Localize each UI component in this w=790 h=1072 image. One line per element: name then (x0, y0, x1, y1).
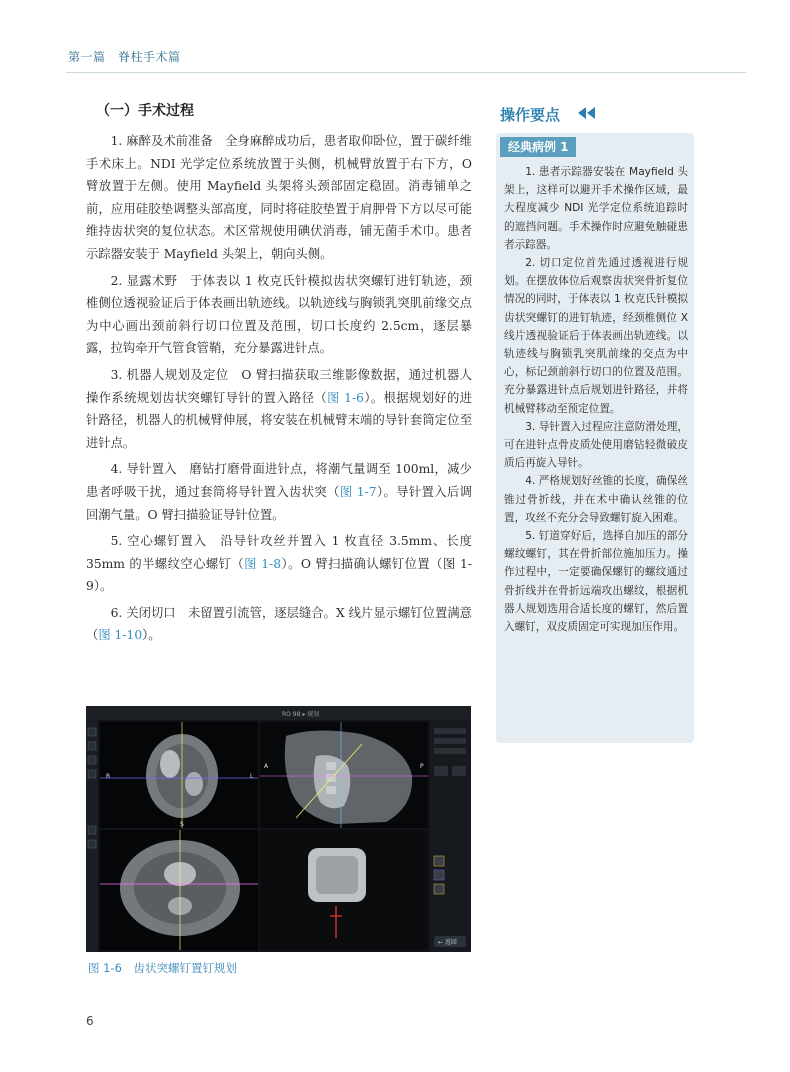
paragraph-step-6 (86, 602, 472, 647)
step-lead: 1. 麻醉及术前准备 (110, 134, 226, 148)
sidebar-note-2: 2. 切口定位首先通过透视进行规划。在摆放体位后观察齿状突骨折复位情况的同时，于体表以 1 枚克氏针模拟齿状突螺钉的进钉轨迹，经颈椎侧位 X 线片透视验证后于体表画出轨迹线。以轨迹线与胸锁乳突肌前缘的交点为中心，标记颈前斜行切口的位置及范围。充分暴露进针点后规划进针路径，并将机械臂移动至预定位置。 (504, 257, 688, 415)
orientation-label-p: P (420, 763, 424, 770)
ct-view-sagittal[interactable] (260, 722, 428, 828)
step-text: 于体表以 1 枚克氏针模拟齿状突螺钉进钉轨迹，颈椎侧位透视验证后于体表画出轨迹线。以轨迹线与胸锁乳突肌前缘交点为中心画出颈前斜行切口位置及范围，切口长度约 2.5cm，逐层暴露，拉钩牵开气管食管鞘，充分暴露进针点。 (86, 273, 472, 356)
figure-ref-link[interactable]: 图 1-6 (327, 390, 364, 405)
sidebar-note-5: 5. 钉道穿好后，选择自加压的部分螺纹螺钉，其在骨折部位施加压力。操作过程中，一定要确保螺钉的螺纹通过骨折线并在骨折远端攻出螺纹，根据机器人规划选用合适长度的螺钉，然后置入螺钉，双皮质固定可实现加压作用。 (504, 530, 688, 634)
step-tail: ）。 (142, 628, 161, 643)
paragraph-step-4 (86, 458, 472, 526)
step-lead: 2. 显露术野 (110, 273, 190, 288)
3d-reconstruction-view[interactable] (260, 830, 428, 950)
step-text: 全身麻醉成功后，患者取仰卧位，置于碳纤维手术床上。NDI 光学定位系统放置于头侧，机械臂放置于右下方，O 臂放置于左侧。使用 Mayfield 头架将头颈部固定稳固。消毒铺单之前，应用硅胶垫调整头部高度，同时将硅胶垫置于肩胛骨下方以尽可能维持齿状突的复位状态。术区常规使用碘伏消毒，铺无菌手术巾。患者示踪器安装于 Mayfield 头架上，朝向头侧。 (86, 134, 472, 261)
running-header: 第一篇 脊柱手术篇 (68, 50, 181, 64)
main-column (86, 100, 472, 651)
ct-view-coronal[interactable] (100, 722, 258, 828)
step-text: 沿导针攻丝并置入 1 枚直径 3.5mm、长度 35mm 的半螺纹空心螺钉（ (86, 534, 472, 571)
sidebar-title: 操作要点 (500, 106, 561, 124)
sidebar-note-4: 4. 严格规划好丝锥的长度，确保丝锥过骨折线，并在术中确认丝锥的位置，攻丝不充分会导致螺钉旋入困难。 (504, 475, 688, 524)
step-text: O 臂扫描获取三维影像数据，通过机器人操作系统规划齿状突螺钉导针的置入路径（ (86, 367, 472, 405)
double-arrow-left-icon (578, 107, 596, 119)
orientation-label-l: L (250, 773, 254, 780)
ct-view-axial[interactable] (100, 830, 258, 950)
step-lead: 6. 关闭切口 (110, 605, 188, 620)
step-lead: 5. 空心螺钉置入 (110, 534, 221, 549)
orientation-label-r: R (106, 773, 111, 780)
back-button-label: ← 返回 (438, 939, 457, 946)
paragraph-step-3 (86, 364, 472, 454)
step-lead: 3. 机器人规划及定位 (110, 367, 242, 382)
planning-screenshot-figure (86, 706, 471, 952)
figure-caption: 图 1-6 齿状突螺钉置钉规划 (88, 961, 237, 975)
orientation-label-s: S (180, 821, 184, 828)
sidebar-notes (504, 163, 688, 636)
step-tail: ）。导针置入后调回潮气量。O 臂扫描验证导针位置。 (86, 484, 472, 522)
figure-ref-link[interactable]: 图 1-7 (339, 484, 377, 499)
planning-software-screen (86, 706, 471, 952)
case-badge: 经典病例 1 (500, 137, 576, 157)
section-title: （一）手术过程 (96, 103, 194, 119)
figure-ref-link[interactable]: 图 1-10 (98, 628, 143, 643)
paragraph-step-2 (86, 270, 472, 360)
sidebar-note-1: 1. 患者示踪器安装在 Mayfield 头架上，这样可以避开手术操作区域，最大程度减少 NDI 光学定位系统追踪时的遮挡问题。手术操作时应避免触碰患者示踪器。 (504, 166, 688, 251)
figure-ref-link[interactable]: 图 1-8 (244, 556, 282, 571)
step-text: 未留置引流管，逐层缝合。X 线片显示螺钉位置满意（ (86, 605, 472, 643)
paragraph-step-1 (86, 130, 472, 266)
step-text: 磨钻打磨骨面进针点，将潮气量调至 100ml，减少患者呼吸干扰，通过套筒将导针置入齿状突（ (86, 462, 472, 499)
paragraph-step-5 (86, 530, 472, 598)
page-number: 6 (86, 1014, 94, 1028)
sidebar-note-3: 3. 导针置入过程应注意防滑处理，可在进针点骨皮质处使用磨钻轻微破皮质后再旋入导针。 (504, 420, 688, 470)
step-tail: ）。根据规划好的进针路径，机器人的机械臂伸展，将安装在机械臂末端的导针套筒定位至进针点。 (86, 390, 472, 450)
header-rule (66, 72, 746, 73)
step-lead: 4. 导针置入 (110, 462, 190, 477)
orientation-label-a: A (264, 763, 269, 770)
step-tail: ）。O 臂扫描确认螺钉位置（图 1-9）。 (86, 556, 472, 594)
top-bar-label: RO 98 ▸ 规划 (282, 711, 320, 718)
